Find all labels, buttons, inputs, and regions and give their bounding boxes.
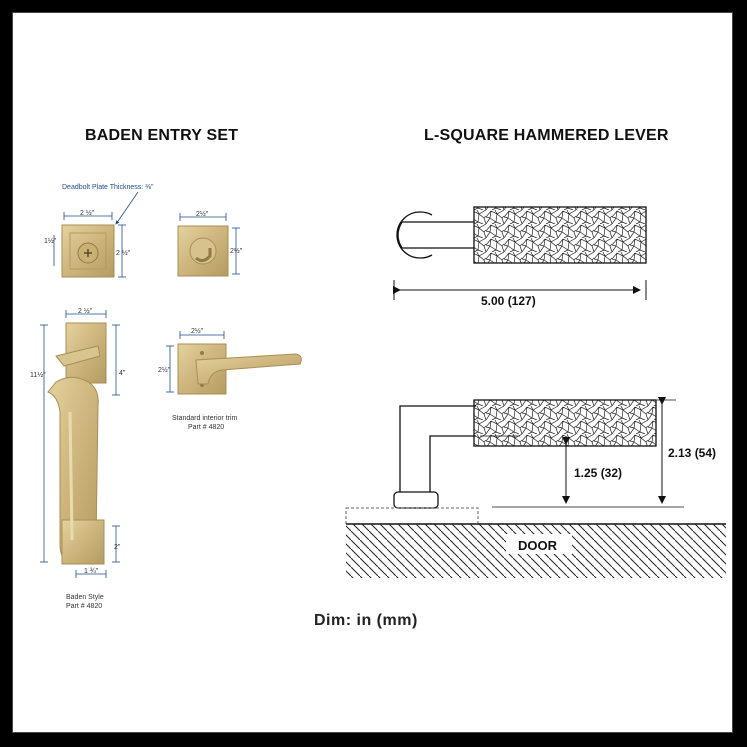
interior-trim-height-label: 2½" — [158, 367, 171, 374]
deadbolt-height-label: 2 ½" — [116, 250, 131, 257]
trim-plate-top — [178, 226, 228, 276]
grip-upper-label: 4" — [119, 370, 126, 377]
lever-side-view — [394, 400, 656, 508]
baden-style-caption: Baden Style — [66, 594, 104, 601]
trim-top-height-label: 2½" — [230, 248, 243, 255]
baden-style-part: Part # 4820 — [66, 603, 103, 610]
height-label: 1.25 (32) — [574, 466, 623, 480]
grip-width-label: 2 ½" — [78, 308, 93, 315]
interior-trim-width-label: 2½" — [191, 328, 204, 335]
interior-trim-lever — [178, 344, 301, 394]
lever-top-view — [397, 207, 646, 263]
grip-base-label: 1 ¾" — [84, 568, 99, 575]
units-footer: Dim: in (mm) — [314, 612, 418, 629]
interior-trim-caption: Standard interior trim — [172, 415, 238, 422]
baden-entry-set-title: BADEN ENTRY SET — [85, 127, 239, 144]
projection-label: 2.13 (54) — [668, 446, 717, 460]
length-label: 5.00 (127) — [481, 294, 536, 308]
grip-total-height-label: 11½" — [30, 372, 46, 379]
door-label: DOOR — [518, 538, 557, 553]
baden-grip-handle — [48, 323, 106, 564]
l-square-lever-title: L-SQUARE HAMMERED LEVER — [424, 127, 669, 144]
deadbolt-plate — [62, 225, 114, 277]
deadbolt-width-label: 2 ½" — [80, 210, 95, 217]
deadbolt-hole-label: 1½" — [44, 238, 57, 245]
deadbolt-note: Deadbolt Plate Thickness: ⅜" — [62, 184, 154, 191]
grip-lower-label: 2" — [114, 544, 121, 551]
trim-top-width-label: 2½" — [196, 211, 209, 218]
interior-trim-part: Part # 4820 — [188, 424, 225, 431]
